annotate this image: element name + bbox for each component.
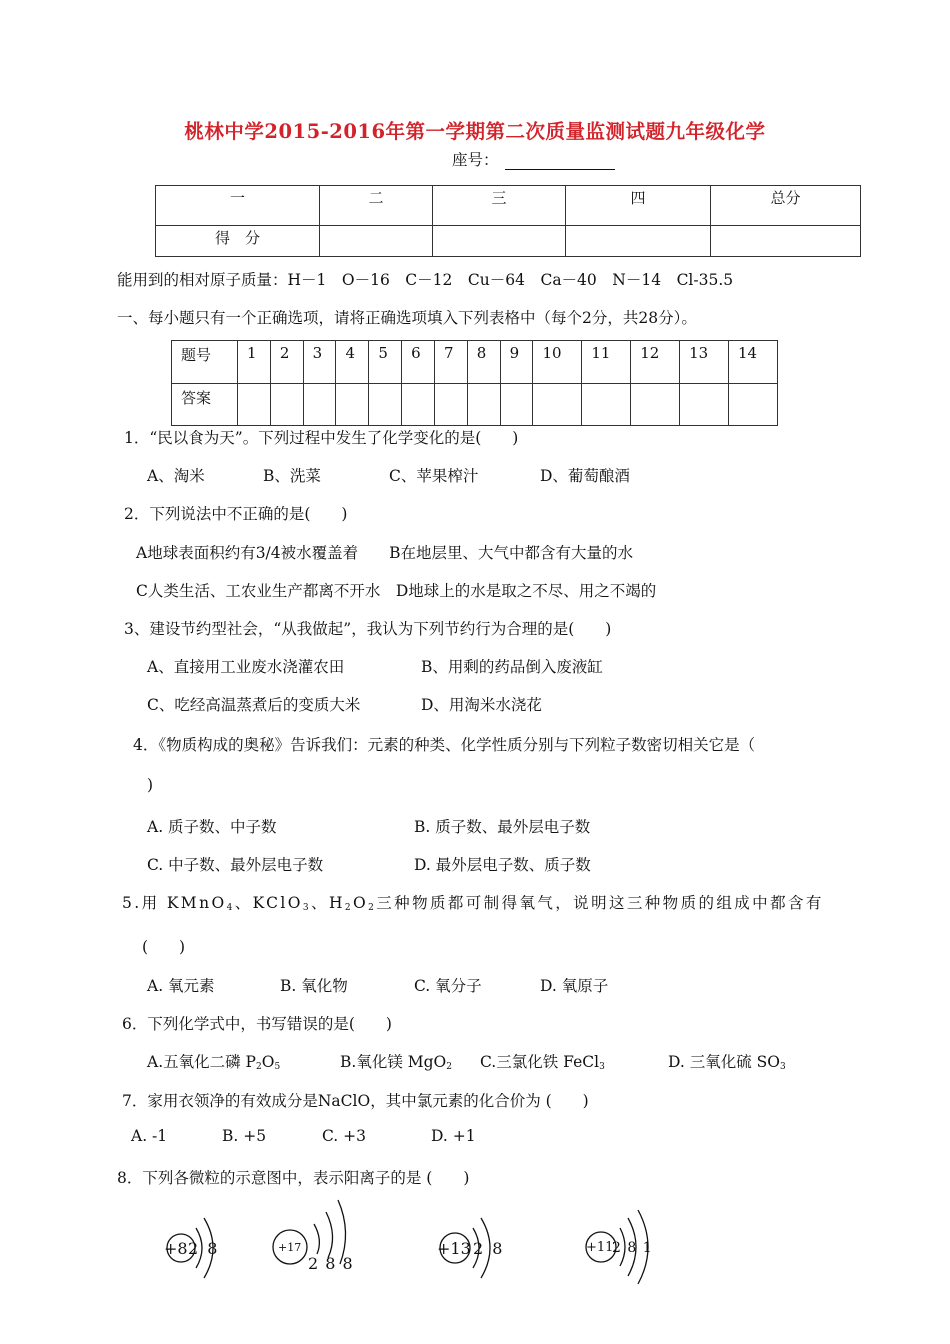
question-number: 11 xyxy=(582,341,631,384)
answer-cell[interactable] xyxy=(467,384,500,426)
answer-cell[interactable] xyxy=(728,384,777,426)
question-number: 14 xyxy=(728,341,777,384)
seat-blank[interactable] xyxy=(505,153,615,170)
question-number: 4 xyxy=(336,341,369,384)
score-cell[interactable] xyxy=(566,226,711,257)
q8-stem: 8．下列各微粒的示意图中，表示阳离子的是 ( ) xyxy=(117,1169,470,1187)
question-number: 13 xyxy=(680,341,729,384)
score-cell[interactable] xyxy=(711,226,861,257)
question-number: 1 xyxy=(238,341,271,384)
q1-option-b: B、洗菜 xyxy=(263,467,321,485)
question-number: 7 xyxy=(434,341,467,384)
q7-option-b: B. +5 xyxy=(222,1127,267,1145)
q7-option-c: C. +3 xyxy=(322,1127,367,1145)
answer-cell[interactable] xyxy=(402,384,435,426)
q4-option-d: D. 最外层电子数、质子数 xyxy=(414,856,591,874)
q5-stem-cont: ( ) xyxy=(142,938,186,956)
answer-cell[interactable] xyxy=(680,384,729,426)
question-number: 2 xyxy=(270,341,303,384)
q1-stem: 1．“民以食为天”。下列过程中发生了化学变化的是( ) xyxy=(124,429,519,447)
score-header-4: 四 xyxy=(566,186,711,226)
q5-option-a: A. 氧元素 xyxy=(147,977,215,995)
q4-option-a: A. 质子数、中子数 xyxy=(147,818,277,836)
atom-shells-label-d: 2 8 1 xyxy=(612,1240,653,1256)
score-cell[interactable] xyxy=(320,226,433,257)
q3-option-a: A、直接用工业废水浇灌农田 xyxy=(147,658,345,676)
q3-option-b: B、用剩的药品倒入废液缸 xyxy=(421,658,603,676)
q1-option-a: A、淘米 xyxy=(147,467,205,485)
q2-options-cd: C人类生活、工农业生产都离不开水 D地球上的水是取之不尽、用之不竭的 xyxy=(136,582,657,600)
answer-row-label: 答案 xyxy=(172,384,238,426)
atom-diagram-d xyxy=(582,1206,682,1290)
q1-option-c: C、苹果榨汁 xyxy=(389,467,479,485)
seat-number-field xyxy=(452,148,615,170)
score-header-2: 二 xyxy=(320,186,433,226)
q3-option-c: C、吃经高温蒸煮后的变质大米 xyxy=(147,696,361,714)
atom-diagram-a xyxy=(160,1210,240,1290)
q6-option-b: B.氧化镁 MgO$_2$ xyxy=(340,1053,452,1072)
atom-shells-label-b: 2 8 8 xyxy=(308,1254,354,1273)
score-header-total: 总分 xyxy=(711,186,861,226)
q5-option-c: C. 氧分子 xyxy=(414,977,482,995)
answer-cell[interactable] xyxy=(336,384,369,426)
q6-stem: 6．下列化学式中，书写错误的是( ) xyxy=(122,1015,392,1033)
q6-option-a: A.五氧化二磷 $P_2O_5$ xyxy=(147,1053,281,1072)
answer-cell[interactable] xyxy=(238,384,271,426)
atom-nucleus-d: +11 xyxy=(586,1240,614,1255)
answer-cell[interactable] xyxy=(582,384,631,426)
answer-cell[interactable] xyxy=(369,384,402,426)
atom-shells-label-a: 2 8 xyxy=(188,1239,220,1258)
atom-shells-label-c: 2 8 xyxy=(473,1239,505,1258)
q6-option-c: C.三氯化铁 FeCl$_3$ xyxy=(480,1053,605,1072)
q4-stem: 4．《物质构成的奥秘》告诉我们：元素的种类、化学性质分别与下列粒子数密切相关它是（ xyxy=(133,736,756,754)
q4-option-b: B. 质子数、最外层电子数 xyxy=(414,818,591,836)
q4-stem-cont: ) xyxy=(147,776,154,794)
seat-label: 座号： xyxy=(452,151,499,169)
score-header-1: 一 xyxy=(156,186,320,226)
question-number: 10 xyxy=(533,341,582,384)
answer-cell[interactable] xyxy=(434,384,467,426)
answer-cell[interactable] xyxy=(303,384,336,426)
q7-option-a: A. -1 xyxy=(131,1127,168,1145)
q6-option-d: D. 三氧化硫 $SO_3$ xyxy=(668,1053,786,1072)
answer-cell[interactable] xyxy=(270,384,303,426)
page-title: 桃林中学2015-2016年第一学期第二次质量监测试题九年级化学 xyxy=(184,120,766,143)
atom-nucleus-a: +8 xyxy=(164,1239,188,1258)
question-number: 5 xyxy=(369,341,402,384)
q2-options-ab: A地球表面积约有3/4被水覆盖着 B在地层里、大气中都含有大量的水 xyxy=(136,544,634,562)
atom-nucleus-c: +13 xyxy=(437,1239,471,1258)
q3-stem: 3、建设节约型社会，“从我做起”，我认为下列节约行为合理的是( ) xyxy=(124,620,612,638)
section1-heading: 一、每小题只有一个正确选项，请将正确选项填入下列表格中（每个2分，共28分）。 xyxy=(117,309,697,327)
question-number: 8 xyxy=(467,341,500,384)
answer-cell[interactable] xyxy=(533,384,582,426)
q5-option-b: B. 氧化物 xyxy=(280,977,348,995)
question-number: 3 xyxy=(303,341,336,384)
q1-option-d: D、葡萄酿酒 xyxy=(540,467,630,485)
score-cell[interactable] xyxy=(433,226,566,257)
atom-diagram-c xyxy=(433,1208,513,1288)
atom-diagram-b xyxy=(268,1196,368,1296)
q4-option-c: C. 中子数、最外层电子数 xyxy=(147,856,324,874)
q7-stem: 7．家用衣领净的有效成分是NaClO，其中氯元素的化合价为 ( ) xyxy=(122,1092,589,1110)
q2-stem: 2．下列说法中不正确的是( ) xyxy=(124,505,348,523)
question-number: 12 xyxy=(631,341,680,384)
answer-cell[interactable] xyxy=(500,384,533,426)
score-header-3: 三 xyxy=(433,186,566,226)
q3-option-d: D、用淘米水浇花 xyxy=(421,696,542,714)
atom-nucleus-b: +17 xyxy=(278,1241,302,1254)
score-table xyxy=(155,185,861,257)
atomic-masses: 能用到的相对原子质量：H－1 O－16 C－12 Cu－64 Ca－40 N－14 Cl-35.5 xyxy=(117,271,734,289)
q5-option-d: D. 氧原子 xyxy=(540,977,609,995)
question-number: 9 xyxy=(500,341,533,384)
q5-stem: 5.用 KMnO$_4$、KClO$_3$、$H_2O_2$三种物质都可制得氧气，说明这三种物质的组成中都含有 xyxy=(122,894,824,913)
answer-table xyxy=(171,340,778,426)
answer-cell[interactable] xyxy=(631,384,680,426)
question-number: 6 xyxy=(402,341,435,384)
q7-option-d: D. +1 xyxy=(431,1127,476,1145)
answer-row-label: 题号 xyxy=(172,341,238,384)
score-row-label: 得 分 xyxy=(156,226,320,257)
